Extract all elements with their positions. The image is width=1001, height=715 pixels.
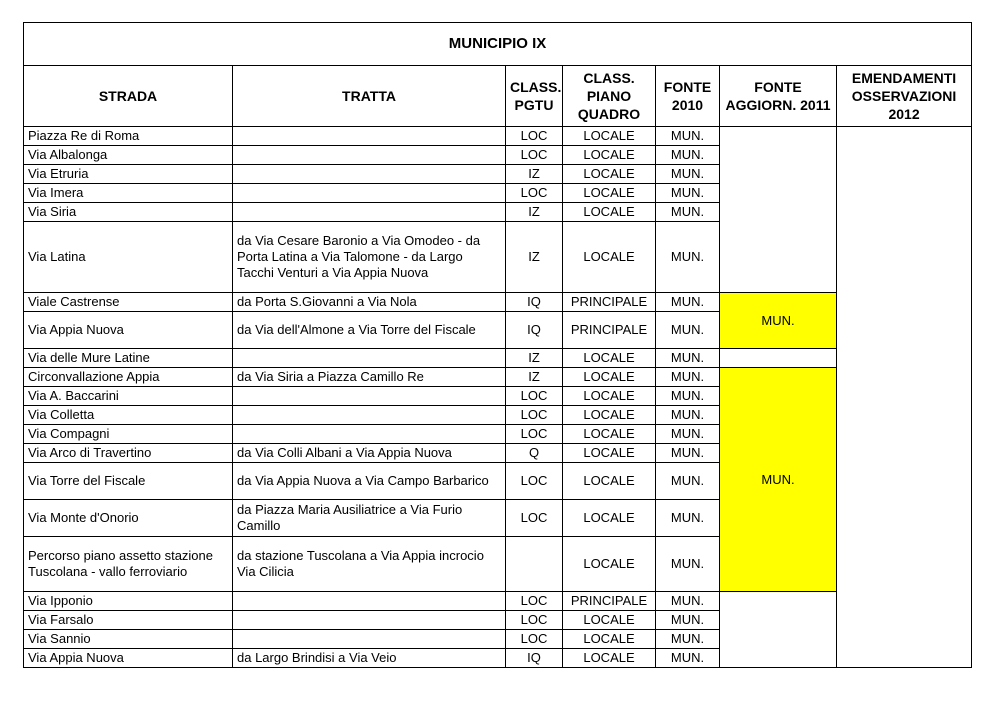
table-title: MUNICIPIO IX	[24, 23, 972, 66]
cell-fonte: MUN.	[656, 387, 720, 406]
cell-piano: LOCALE	[563, 425, 656, 444]
cell-piano: LOCALE	[563, 184, 656, 203]
cell-pgtu: IZ	[506, 368, 563, 387]
header-emendamenti: EMENDAMENTI OSSERVAZIONI 2012	[837, 66, 972, 127]
cell-emendamenti-empty	[837, 127, 972, 668]
cell-strada: Percorso piano assetto stazione Tuscolana - vallo ferroviario	[24, 537, 233, 592]
cell-tratta: da Via Appia Nuova a Via Campo Barbarico	[233, 463, 506, 500]
cell-piano: PRINCIPALE	[563, 592, 656, 611]
cell-fonte: MUN.	[656, 127, 720, 146]
cell-fonte: MUN.	[656, 203, 720, 222]
cell-fonte: MUN.	[656, 368, 720, 387]
cell-tratta	[233, 630, 506, 649]
header-tratta: TRATTA	[233, 66, 506, 127]
cell-pgtu: LOC	[506, 425, 563, 444]
cell-piano: LOCALE	[563, 537, 656, 592]
cell-fonte: MUN.	[656, 611, 720, 630]
cell-piano: LOCALE	[563, 611, 656, 630]
cell-fonte: MUN.	[656, 312, 720, 349]
cell-piano: LOCALE	[563, 127, 656, 146]
cell-pgtu	[506, 537, 563, 592]
cell-piano: LOCALE	[563, 444, 656, 463]
cell-piano: PRINCIPALE	[563, 312, 656, 349]
cell-piano: LOCALE	[563, 146, 656, 165]
cell-piano: LOCALE	[563, 368, 656, 387]
cell-fonte: MUN.	[656, 500, 720, 537]
cell-strada: Piazza Re di Roma	[24, 127, 233, 146]
cell-strada: Circonvallazione Appia	[24, 368, 233, 387]
cell-pgtu: Q	[506, 444, 563, 463]
cell-piano: LOCALE	[563, 387, 656, 406]
cell-piano: LOCALE	[563, 165, 656, 184]
cell-strada: Viale Castrense	[24, 293, 233, 312]
cell-strada: Via Arco di Travertino	[24, 444, 233, 463]
cell-fonte: MUN.	[656, 630, 720, 649]
cell-fonte: MUN.	[656, 406, 720, 425]
table-row	[24, 293, 972, 312]
cell-tratta	[233, 611, 506, 630]
cell-pgtu: LOC	[506, 500, 563, 537]
cell-tratta: da Porta S.Giovanni a Via Nola	[233, 293, 506, 312]
cell-strada: Via Latina	[24, 222, 233, 293]
cell-tratta	[233, 184, 506, 203]
cell-tratta: da Via Colli Albani a Via Appia Nuova	[233, 444, 506, 463]
table-row	[24, 368, 972, 387]
cell-tratta: da Largo Brindisi a Via Veio	[233, 649, 506, 668]
cell-strada: Via Compagni	[24, 425, 233, 444]
cell-pgtu: IQ	[506, 649, 563, 668]
cell-fonte: MUN.	[656, 463, 720, 500]
cell-strada: Via Etruria	[24, 165, 233, 184]
cell-tratta: da Via Siria a Piazza Camillo Re	[233, 368, 506, 387]
cell-pgtu: LOC	[506, 592, 563, 611]
cell-pgtu: IZ	[506, 203, 563, 222]
cell-tratta	[233, 127, 506, 146]
cell-fonte: MUN.	[656, 444, 720, 463]
cell-pgtu: LOC	[506, 463, 563, 500]
cell-tratta: da Piazza Maria Ausiliatrice a Via Furio Camillo	[233, 500, 506, 537]
cell-fonte: MUN.	[656, 184, 720, 203]
cell-tratta	[233, 406, 506, 425]
cell-piano: LOCALE	[563, 349, 656, 368]
cell-pgtu: LOC	[506, 146, 563, 165]
cell-strada: Via delle Mure Latine	[24, 349, 233, 368]
cell-pgtu: IQ	[506, 293, 563, 312]
cell-fonte: MUN.	[656, 349, 720, 368]
table-row	[24, 592, 972, 611]
cell-piano: LOCALE	[563, 222, 656, 293]
cell-strada: Via Farsalo	[24, 611, 233, 630]
cell-pgtu: IZ	[506, 165, 563, 184]
cell-strada: Via Siria	[24, 203, 233, 222]
cell-pgtu: LOC	[506, 127, 563, 146]
cell-piano: LOCALE	[563, 406, 656, 425]
cell-tratta	[233, 165, 506, 184]
cell-strada: Via Appia Nuova	[24, 649, 233, 668]
header-fonte-2010: FONTE 2010	[656, 66, 720, 127]
cell-strada: Via Colletta	[24, 406, 233, 425]
cell-tratta	[233, 146, 506, 165]
cell-pgtu: IZ	[506, 349, 563, 368]
cell-fonte: MUN.	[656, 425, 720, 444]
cell-tratta: da stazione Tuscolana a Via Appia incrocio Via Cilicia	[233, 537, 506, 592]
cell-strada: Via A. Baccarini	[24, 387, 233, 406]
cell-tratta	[233, 592, 506, 611]
table-row	[24, 127, 972, 146]
cell-tratta: da Via Cesare Baronio a Via Omodeo - da Porta Latina a Via Talomone - da Largo Tacchi Venturi a Via Appia Nuova	[233, 222, 506, 293]
cell-aggiorn-empty	[720, 349, 837, 368]
cell-aggiorn-highlight: MUN.	[720, 293, 837, 349]
cell-strada: Via Ipponio	[24, 592, 233, 611]
cell-pgtu: LOC	[506, 611, 563, 630]
cell-piano: LOCALE	[563, 463, 656, 500]
cell-piano: LOCALE	[563, 500, 656, 537]
header-class-pgtu: CLASS. PGTU	[506, 66, 563, 127]
cell-strada: Via Appia Nuova	[24, 312, 233, 349]
cell-strada: Via Torre del Fiscale	[24, 463, 233, 500]
cell-fonte: MUN.	[656, 537, 720, 592]
cell-strada: Via Sannio	[24, 630, 233, 649]
header-fonte-aggiorn: FONTE AGGIORN. 2011	[720, 66, 837, 127]
cell-fonte: MUN.	[656, 649, 720, 668]
cell-pgtu: LOC	[506, 406, 563, 425]
cell-pgtu: IZ	[506, 222, 563, 293]
cell-piano: PRINCIPALE	[563, 293, 656, 312]
cell-piano: LOCALE	[563, 630, 656, 649]
cell-aggiorn-empty	[720, 592, 837, 668]
cell-tratta	[233, 425, 506, 444]
header-class-piano: CLASS. PIANO QUADRO	[563, 66, 656, 127]
cell-piano: LOCALE	[563, 649, 656, 668]
header-strada: STRADA	[24, 66, 233, 127]
cell-aggiorn-empty	[720, 127, 837, 293]
cell-tratta	[233, 203, 506, 222]
cell-tratta	[233, 387, 506, 406]
cell-tratta: da Via dell'Almone a Via Torre del Fiscale	[233, 312, 506, 349]
cell-fonte: MUN.	[656, 222, 720, 293]
cell-strada: Via Albalonga	[24, 146, 233, 165]
municipio-table	[23, 22, 972, 668]
cell-strada: Via Monte d'Onorio	[24, 500, 233, 537]
cell-fonte: MUN.	[656, 146, 720, 165]
cell-fonte: MUN.	[656, 592, 720, 611]
cell-strada: Via Imera	[24, 184, 233, 203]
cell-pgtu: IQ	[506, 312, 563, 349]
cell-fonte: MUN.	[656, 165, 720, 184]
cell-tratta	[233, 349, 506, 368]
cell-pgtu: LOC	[506, 184, 563, 203]
cell-fonte: MUN.	[656, 293, 720, 312]
table-row	[24, 349, 972, 368]
cell-aggiorn-highlight: MUN.	[720, 368, 837, 592]
cell-pgtu: LOC	[506, 387, 563, 406]
cell-pgtu: LOC	[506, 630, 563, 649]
cell-piano: LOCALE	[563, 203, 656, 222]
